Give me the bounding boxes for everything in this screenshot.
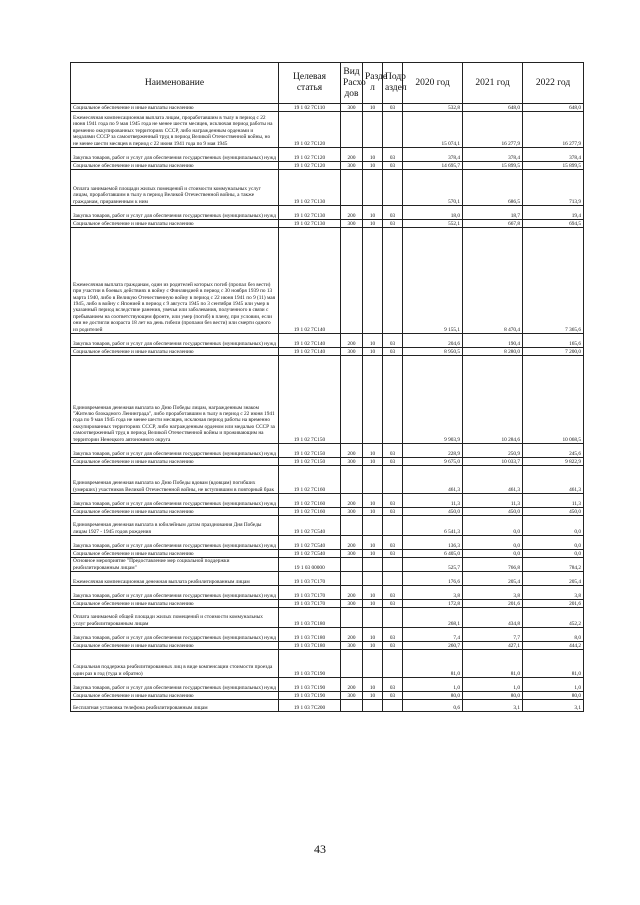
row-value-2020: 450,0 — [403, 508, 463, 516]
row-subsection: 03 — [383, 642, 403, 650]
row-value-2022: 450,0 — [523, 508, 584, 516]
table-row — [71, 628, 584, 642]
row-value-2022: 19,4 — [523, 206, 584, 220]
table-row — [71, 334, 584, 348]
row-name: Социальное обеспечение и иные выплаты населению — [71, 550, 279, 558]
row-subsection: 03 — [383, 348, 403, 356]
row-target-code: 19 1 03 7C170 — [279, 572, 341, 586]
row-target-code: 19 1 02 7C130 — [279, 220, 341, 228]
row-subsection: 03 — [383, 628, 403, 642]
row-section: 10 — [363, 148, 383, 162]
row-value-2020: 6 541,3 — [403, 516, 463, 536]
row-section: 10 — [363, 508, 383, 516]
row-subsection: 03 — [383, 494, 403, 508]
row-section — [363, 650, 383, 678]
row-value-2020: 80,0 — [403, 692, 463, 700]
row-target-code: 19 1 02 7C140 — [279, 348, 341, 356]
row-value-2021: 3,1 — [463, 700, 523, 712]
table-row — [71, 162, 584, 170]
row-subsection — [383, 516, 403, 536]
row-expense-type: 300 — [341, 550, 363, 558]
row-value-2020: 15 074,1 — [403, 112, 463, 148]
row-expense-type: 200 — [341, 586, 363, 600]
row-value-2021: 15 899,5 — [463, 162, 523, 170]
row-value-2022: 0,0 — [523, 550, 584, 558]
row-section: 10 — [363, 550, 383, 558]
row-expense-type: 300 — [341, 642, 363, 650]
row-target-code: 19 1 02 7C540 — [279, 536, 341, 550]
row-value-2022: 3,8 — [523, 586, 584, 600]
row-name: Социальное обеспечение и иные выплаты населению — [71, 642, 279, 650]
row-section: 10 — [363, 692, 383, 700]
row-target-code: 19 1 02 7C130 — [279, 206, 341, 220]
table-row — [71, 206, 584, 220]
header-2021: 2021 год — [463, 63, 523, 104]
row-value-2020: 204,6 — [403, 334, 463, 348]
row-value-2021: 10 033,7 — [463, 458, 523, 466]
row-section: 10 — [363, 586, 383, 600]
row-value-2020: 461,3 — [403, 466, 463, 494]
row-value-2022: 648,0 — [523, 104, 584, 112]
row-section: 10 — [363, 678, 383, 692]
row-target-code: 19 1 03 7C200 — [279, 700, 341, 712]
row-name: Бесплатная установка телефона реабилитированным лицам — [71, 700, 279, 712]
row-name: Закупка товаров, работ и услуг для обеспечения государственных (муниципальных) нужд — [71, 536, 279, 550]
row-value-2022: 713,9 — [523, 170, 584, 206]
table-row — [71, 220, 584, 228]
row-expense-type — [341, 516, 363, 536]
row-target-code: 19 1 02 7C120 — [279, 148, 341, 162]
row-value-2021: 205,4 — [463, 572, 523, 586]
row-section: 10 — [363, 600, 383, 608]
row-value-2020: 176,6 — [403, 572, 463, 586]
row-target-code: 19 1 03 7C170 — [279, 586, 341, 600]
row-section: 10 — [363, 458, 383, 466]
row-section: 10 — [363, 494, 383, 508]
row-value-2022: 205,4 — [523, 572, 584, 586]
row-value-2021: 427,1 — [463, 642, 523, 650]
row-section — [363, 170, 383, 206]
row-expense-type: 200 — [341, 494, 363, 508]
row-value-2021: 10 284,6 — [463, 356, 523, 444]
row-target-code: 19 1 02 7C150 — [279, 444, 341, 458]
row-value-2020: 525,7 — [403, 558, 463, 572]
row-subsection — [383, 700, 403, 712]
row-subsection — [383, 608, 403, 628]
row-target-code: 19 1 02 7C130 — [279, 170, 341, 206]
row-value-2020: 11,3 — [403, 494, 463, 508]
row-name: Единовременная денежная выплата ко Дню Победы вдовам (вдовцам) погибших (умерших) участников Великой Отечественной войны, не вступившим в повторный брак — [71, 466, 279, 494]
row-value-2021: 81,0 — [463, 650, 523, 678]
row-target-code: 19 1 02 7C160 — [279, 508, 341, 516]
row-value-2020: 570,1 — [403, 170, 463, 206]
row-value-2021: 7,7 — [463, 628, 523, 642]
row-name: Оплата занимаемой общей площади жилых помещений и стоимости коммунальных услуг реабилитированным лицам — [71, 608, 279, 628]
row-value-2021: 80,0 — [463, 692, 523, 700]
row-section: 10 — [363, 206, 383, 220]
row-value-2022: 10 068,5 — [523, 356, 584, 444]
row-expense-type: 300 — [341, 508, 363, 516]
table-row — [71, 586, 584, 600]
table-row — [71, 508, 584, 516]
header-target-article: Целевая статья — [279, 63, 341, 104]
row-value-2022: 694,5 — [523, 220, 584, 228]
row-value-2022: 165,6 — [523, 334, 584, 348]
row-section — [363, 228, 383, 334]
row-subsection: 03 — [383, 220, 403, 228]
row-name: Социальное обеспечение и иные выплаты населению — [71, 600, 279, 608]
row-section: 10 — [363, 220, 383, 228]
table-body — [71, 104, 584, 712]
row-target-code: 19 1 02 7C120 — [279, 112, 341, 148]
row-value-2022: 15 899,5 — [523, 162, 584, 170]
row-value-2021: 461,3 — [463, 466, 523, 494]
row-value-2020: 9 675,0 — [403, 458, 463, 466]
header-2022: 2022 год — [523, 63, 584, 104]
table-row — [71, 348, 584, 356]
row-value-2022: 444,2 — [523, 642, 584, 650]
table-row — [71, 112, 584, 148]
row-expense-type: 200 — [341, 206, 363, 220]
row-name: Закупка товаров, работ и услуг для обеспечения государственных (муниципальных) нужд — [71, 206, 279, 220]
row-subsection: 03 — [383, 162, 403, 170]
row-value-2021: 378,4 — [463, 148, 523, 162]
row-value-2022: 784,2 — [523, 558, 584, 572]
table-row — [71, 458, 584, 466]
row-target-code: 19 1 02 7C110 — [279, 104, 341, 112]
row-value-2022: 0,0 — [523, 516, 584, 536]
row-subsection — [383, 466, 403, 494]
row-expense-type: 300 — [341, 458, 363, 466]
row-name: Ежемесячная компенсационная денежная выплата реабилитированным лицам — [71, 572, 279, 586]
header-2020: 2020 год — [403, 63, 463, 104]
table-header-row — [71, 63, 584, 104]
row-value-2020: 18,0 — [403, 206, 463, 220]
row-value-2021: 434,8 — [463, 608, 523, 628]
table-row — [71, 444, 584, 458]
row-name: Социальное обеспечение и иные выплаты населению — [71, 508, 279, 516]
row-name: Закупка товаров, работ и услуг для обеспечения государственных (муниципальных) нужд — [71, 678, 279, 692]
table-row — [71, 600, 584, 608]
row-value-2020: 136,3 — [403, 536, 463, 550]
row-target-code: 19 1 03 00000 — [279, 558, 341, 572]
row-subsection — [383, 228, 403, 334]
row-name: Закупка товаров, работ и услуг для обеспечения государственных (муниципальных) нужд — [71, 628, 279, 642]
row-target-code: 19 1 03 7C170 — [279, 600, 341, 608]
row-subsection — [383, 170, 403, 206]
row-value-2021: 686,5 — [463, 170, 523, 206]
row-value-2021: 648,0 — [463, 104, 523, 112]
row-value-2020: 9 903,9 — [403, 356, 463, 444]
row-subsection: 03 — [383, 550, 403, 558]
table-row — [71, 228, 584, 334]
table-row — [71, 558, 584, 572]
row-value-2022: 452,2 — [523, 608, 584, 628]
row-expense-type — [341, 608, 363, 628]
row-value-2020: 7,4 — [403, 628, 463, 642]
row-value-2021: 0,0 — [463, 536, 523, 550]
row-section: 10 — [363, 628, 383, 642]
row-name: Закупка товаров, работ и услуг для обеспечения государственных (муниципальных) нужд — [71, 334, 279, 348]
row-section: 10 — [363, 536, 383, 550]
row-name: Социальная поддержка реабилитированных лиц в виде компенсации стоимости проезда один раз в год (туда и обратно) — [71, 650, 279, 678]
table-row — [71, 642, 584, 650]
row-subsection: 03 — [383, 586, 403, 600]
header-subsection: Подр аздел — [383, 63, 403, 104]
table-row — [71, 494, 584, 508]
row-value-2020: 3,8 — [403, 586, 463, 600]
row-value-2022: 1,0 — [523, 678, 584, 692]
row-value-2020: 268,1 — [403, 608, 463, 628]
row-target-code: 19 1 03 7C190 — [279, 692, 341, 700]
row-expense-type: 200 — [341, 148, 363, 162]
row-value-2020: 532,8 — [403, 104, 463, 112]
row-value-2020: 552,1 — [403, 220, 463, 228]
row-expense-type — [341, 228, 363, 334]
row-target-code: 19 1 02 7C160 — [279, 466, 341, 494]
page-number: 43 — [314, 842, 326, 856]
row-target-code: 19 1 03 7C190 — [279, 650, 341, 678]
row-section: 10 — [363, 104, 383, 112]
row-value-2022: 461,3 — [523, 466, 584, 494]
table-row — [71, 516, 584, 536]
row-target-code: 19 1 02 7C150 — [279, 458, 341, 466]
row-value-2021: 18,7 — [463, 206, 523, 220]
row-expense-type: 200 — [341, 444, 363, 458]
row-value-2022: 201,6 — [523, 600, 584, 608]
row-section — [363, 466, 383, 494]
row-value-2021: 250,9 — [463, 444, 523, 458]
row-subsection — [383, 572, 403, 586]
table-row — [71, 608, 584, 628]
row-expense-type: 200 — [341, 628, 363, 642]
row-name: Социальное обеспечение и иные выплаты населению — [71, 104, 279, 112]
row-subsection: 03 — [383, 104, 403, 112]
row-subsection: 03 — [383, 206, 403, 220]
row-target-code: 19 1 03 7C180 — [279, 642, 341, 650]
row-name: Закупка товаров, работ и услуг для обеспечения государственных (муниципальных) нужд — [71, 494, 279, 508]
row-section: 10 — [363, 444, 383, 458]
row-subsection: 03 — [383, 692, 403, 700]
row-target-code: 19 1 03 7C180 — [279, 608, 341, 628]
row-name: Социальное обеспечение и иные выплаты населению — [71, 348, 279, 356]
row-expense-type — [341, 112, 363, 148]
row-expense-type — [341, 700, 363, 712]
row-value-2020: 81,0 — [403, 650, 463, 678]
row-subsection: 03 — [383, 458, 403, 466]
table-row — [71, 700, 584, 712]
row-subsection — [383, 112, 403, 148]
row-value-2021: 8 470,4 — [463, 228, 523, 334]
row-expense-type: 300 — [341, 220, 363, 228]
row-value-2021: 201,6 — [463, 600, 523, 608]
row-name: Социальное обеспечение и иные выплаты населению — [71, 220, 279, 228]
row-value-2021: 1,0 — [463, 678, 523, 692]
row-value-2021: 667,8 — [463, 220, 523, 228]
row-value-2020: 228,9 — [403, 444, 463, 458]
row-name: Ежемесячная компенсационная выплата лицам, проработавшим в тылу в период с 22 июня 1941 года по 9 мая 1945 года не менее шести месяцев, исключая период работы на временно оккупированных территориях СССР, либо награжденным орденами и медалями СССР за самоотверженный труд в период Великой Отечественной войны, но не менее шести месяцев в период с 22 июня 1941 года по 9 мая 1945 — [71, 112, 279, 148]
row-target-code: 19 1 02 7C160 — [279, 494, 341, 508]
table-row — [71, 170, 584, 206]
row-expense-type: 300 — [341, 162, 363, 170]
row-name: Ежемесячная выплата гражданам, один из родителей которых погиб (пропал без вести) при участии в боевых действиях в войну с Финляндией в период с 30 ноября 1939 по 13 марта 1940, либо в Великую Отечественную войну в период с 22 июня 1941 по 9 (11) мая 1945, либо в войну с Японией в период с 9 августа 1945 по 3 сентября 1945 или умер в указанный период вследствие ранения, увечья или заболевания, полученного в связи с пребыванием на соответствующем фронте, или умер (погиб) в плену, при условии, если они не достигли возраста 18 лет на день гибели (пропажи без вести) или смерти одного из родителей — [71, 228, 279, 334]
row-value-2021: 3,8 — [463, 586, 523, 600]
row-subsection: 03 — [383, 444, 403, 458]
table-row — [71, 356, 584, 444]
table-row — [71, 104, 584, 112]
row-value-2021: 11,3 — [463, 494, 523, 508]
row-target-code: 19 1 02 7C540 — [279, 550, 341, 558]
table-row — [71, 466, 584, 494]
row-section — [363, 112, 383, 148]
row-name: Социальное обеспечение и иные выплаты населению — [71, 458, 279, 466]
row-value-2022: 9 822,9 — [523, 458, 584, 466]
row-value-2022: 378,4 — [523, 148, 584, 162]
row-section: 10 — [363, 162, 383, 170]
row-value-2022: 7 365,6 — [523, 228, 584, 334]
row-value-2020: 378,4 — [403, 148, 463, 162]
row-subsection: 03 — [383, 600, 403, 608]
row-value-2020: 0,6 — [403, 700, 463, 712]
table-row — [71, 572, 584, 586]
row-value-2020: 6 405,0 — [403, 550, 463, 558]
row-section: 10 — [363, 334, 383, 348]
row-target-code: 19 1 02 7C150 — [279, 356, 341, 444]
row-section: 10 — [363, 348, 383, 356]
row-expense-type — [341, 466, 363, 494]
table-row — [71, 148, 584, 162]
row-expense-type: 300 — [341, 348, 363, 356]
row-value-2022: 0,0 — [523, 536, 584, 550]
row-value-2020: 260,7 — [403, 642, 463, 650]
row-subsection — [383, 356, 403, 444]
row-value-2020: 172,8 — [403, 600, 463, 608]
row-target-code: 19 1 02 7C540 — [279, 516, 341, 536]
header-section: Разде л — [363, 63, 383, 104]
row-value-2021: 766,8 — [463, 558, 523, 572]
row-value-2022: 8,0 — [523, 628, 584, 642]
row-target-code: 19 1 02 7C140 — [279, 228, 341, 334]
row-value-2021: 8 280,0 — [463, 348, 523, 356]
row-subsection: 03 — [383, 536, 403, 550]
row-value-2021: 16 277,9 — [463, 112, 523, 148]
row-value-2021: 190,4 — [463, 334, 523, 348]
row-name: Оплата занимаемой площади жилых помещений и стоимости коммунальных услуг лицам, проработавшим в тылу в период Великой Отечественной войны, а также гражданам, приравненным к ним — [71, 170, 279, 206]
row-value-2022: 245,6 — [523, 444, 584, 458]
row-expense-type — [341, 170, 363, 206]
row-value-2022: 3,1 — [523, 700, 584, 712]
row-value-2022: 16 277,9 — [523, 112, 584, 148]
row-value-2022: 11,3 — [523, 494, 584, 508]
row-value-2022: 7 200,0 — [523, 348, 584, 356]
row-expense-type: 300 — [341, 600, 363, 608]
row-value-2020: 14 695,7 — [403, 162, 463, 170]
row-value-2020: 1,0 — [403, 678, 463, 692]
row-value-2021: 0,0 — [463, 516, 523, 536]
row-name: Социальное обеспечение и иные выплаты населению — [71, 162, 279, 170]
row-name: Закупка товаров, работ и услуг для обеспечения государственных (муниципальных) нужд — [71, 444, 279, 458]
row-name: Основное мероприятие "Предоставление мер социальной поддержки реабилитированным лицам" — [71, 558, 279, 572]
row-expense-type — [341, 572, 363, 586]
row-section: 10 — [363, 642, 383, 650]
row-subsection — [383, 650, 403, 678]
row-subsection: 03 — [383, 148, 403, 162]
row-expense-type: 200 — [341, 334, 363, 348]
row-subsection: 03 — [383, 678, 403, 692]
row-subsection: 03 — [383, 508, 403, 516]
row-expense-type: 200 — [341, 678, 363, 692]
row-subsection: 03 — [383, 334, 403, 348]
row-section — [363, 558, 383, 572]
row-value-2020: 9 155,1 — [403, 228, 463, 334]
row-expense-type — [341, 650, 363, 678]
row-target-code: 19 1 03 7C180 — [279, 628, 341, 642]
row-name: Единовременная денежная выплата ко Дню Победы лицам, награжденным знаком "Жителю блокадного Ленинграда", либо проработавшим в тылу в период с 22 июня 1941 года по 9 мая 1945 года не менее шести месяцев, исключая период работы на временно оккупированных территориях СССР, либо награжденным орденом или медалью СССР за самоотверженный труд в период Великой Отечественной войны и проживающим на территории Ненецкого автономного округа — [71, 356, 279, 444]
row-value-2022: 81,0 — [523, 650, 584, 678]
row-target-code: 19 1 02 7C120 — [279, 162, 341, 170]
row-name: Социальное обеспечение и иные выплаты населению — [71, 692, 279, 700]
table-row — [71, 650, 584, 678]
row-subsection — [383, 558, 403, 572]
row-section — [363, 700, 383, 712]
row-section — [363, 356, 383, 444]
header-name: Наименование — [71, 63, 279, 104]
row-name: Единовременная денежная выплата в юбилейным датам празднования Дня Победы лицам 1927 - 1945 годов рождения — [71, 516, 279, 536]
row-expense-type — [341, 356, 363, 444]
row-expense-type — [341, 558, 363, 572]
row-section — [363, 516, 383, 536]
table-row — [71, 678, 584, 692]
row-value-2022: 80,0 — [523, 692, 584, 700]
table-row — [71, 536, 584, 550]
row-value-2021: 450,0 — [463, 508, 523, 516]
row-expense-type: 300 — [341, 104, 363, 112]
row-section — [363, 608, 383, 628]
row-name: Закупка товаров, работ и услуг для обеспечения государственных (муниципальных) нужд — [71, 586, 279, 600]
row-value-2020: 8 950,5 — [403, 348, 463, 356]
row-target-code: 19 1 03 7C190 — [279, 678, 341, 692]
row-name: Закупка товаров, работ и услуг для обеспечения государственных (муниципальных) нужд — [71, 148, 279, 162]
row-expense-type: 300 — [341, 692, 363, 700]
header-expense-type: Вид Расхо дов — [341, 63, 363, 104]
row-expense-type: 200 — [341, 536, 363, 550]
row-section — [363, 572, 383, 586]
row-value-2021: 0,0 — [463, 550, 523, 558]
row-target-code: 19 1 02 7C140 — [279, 334, 341, 348]
budget-table — [70, 62, 584, 712]
table-row — [71, 692, 584, 700]
table-row — [71, 550, 584, 558]
